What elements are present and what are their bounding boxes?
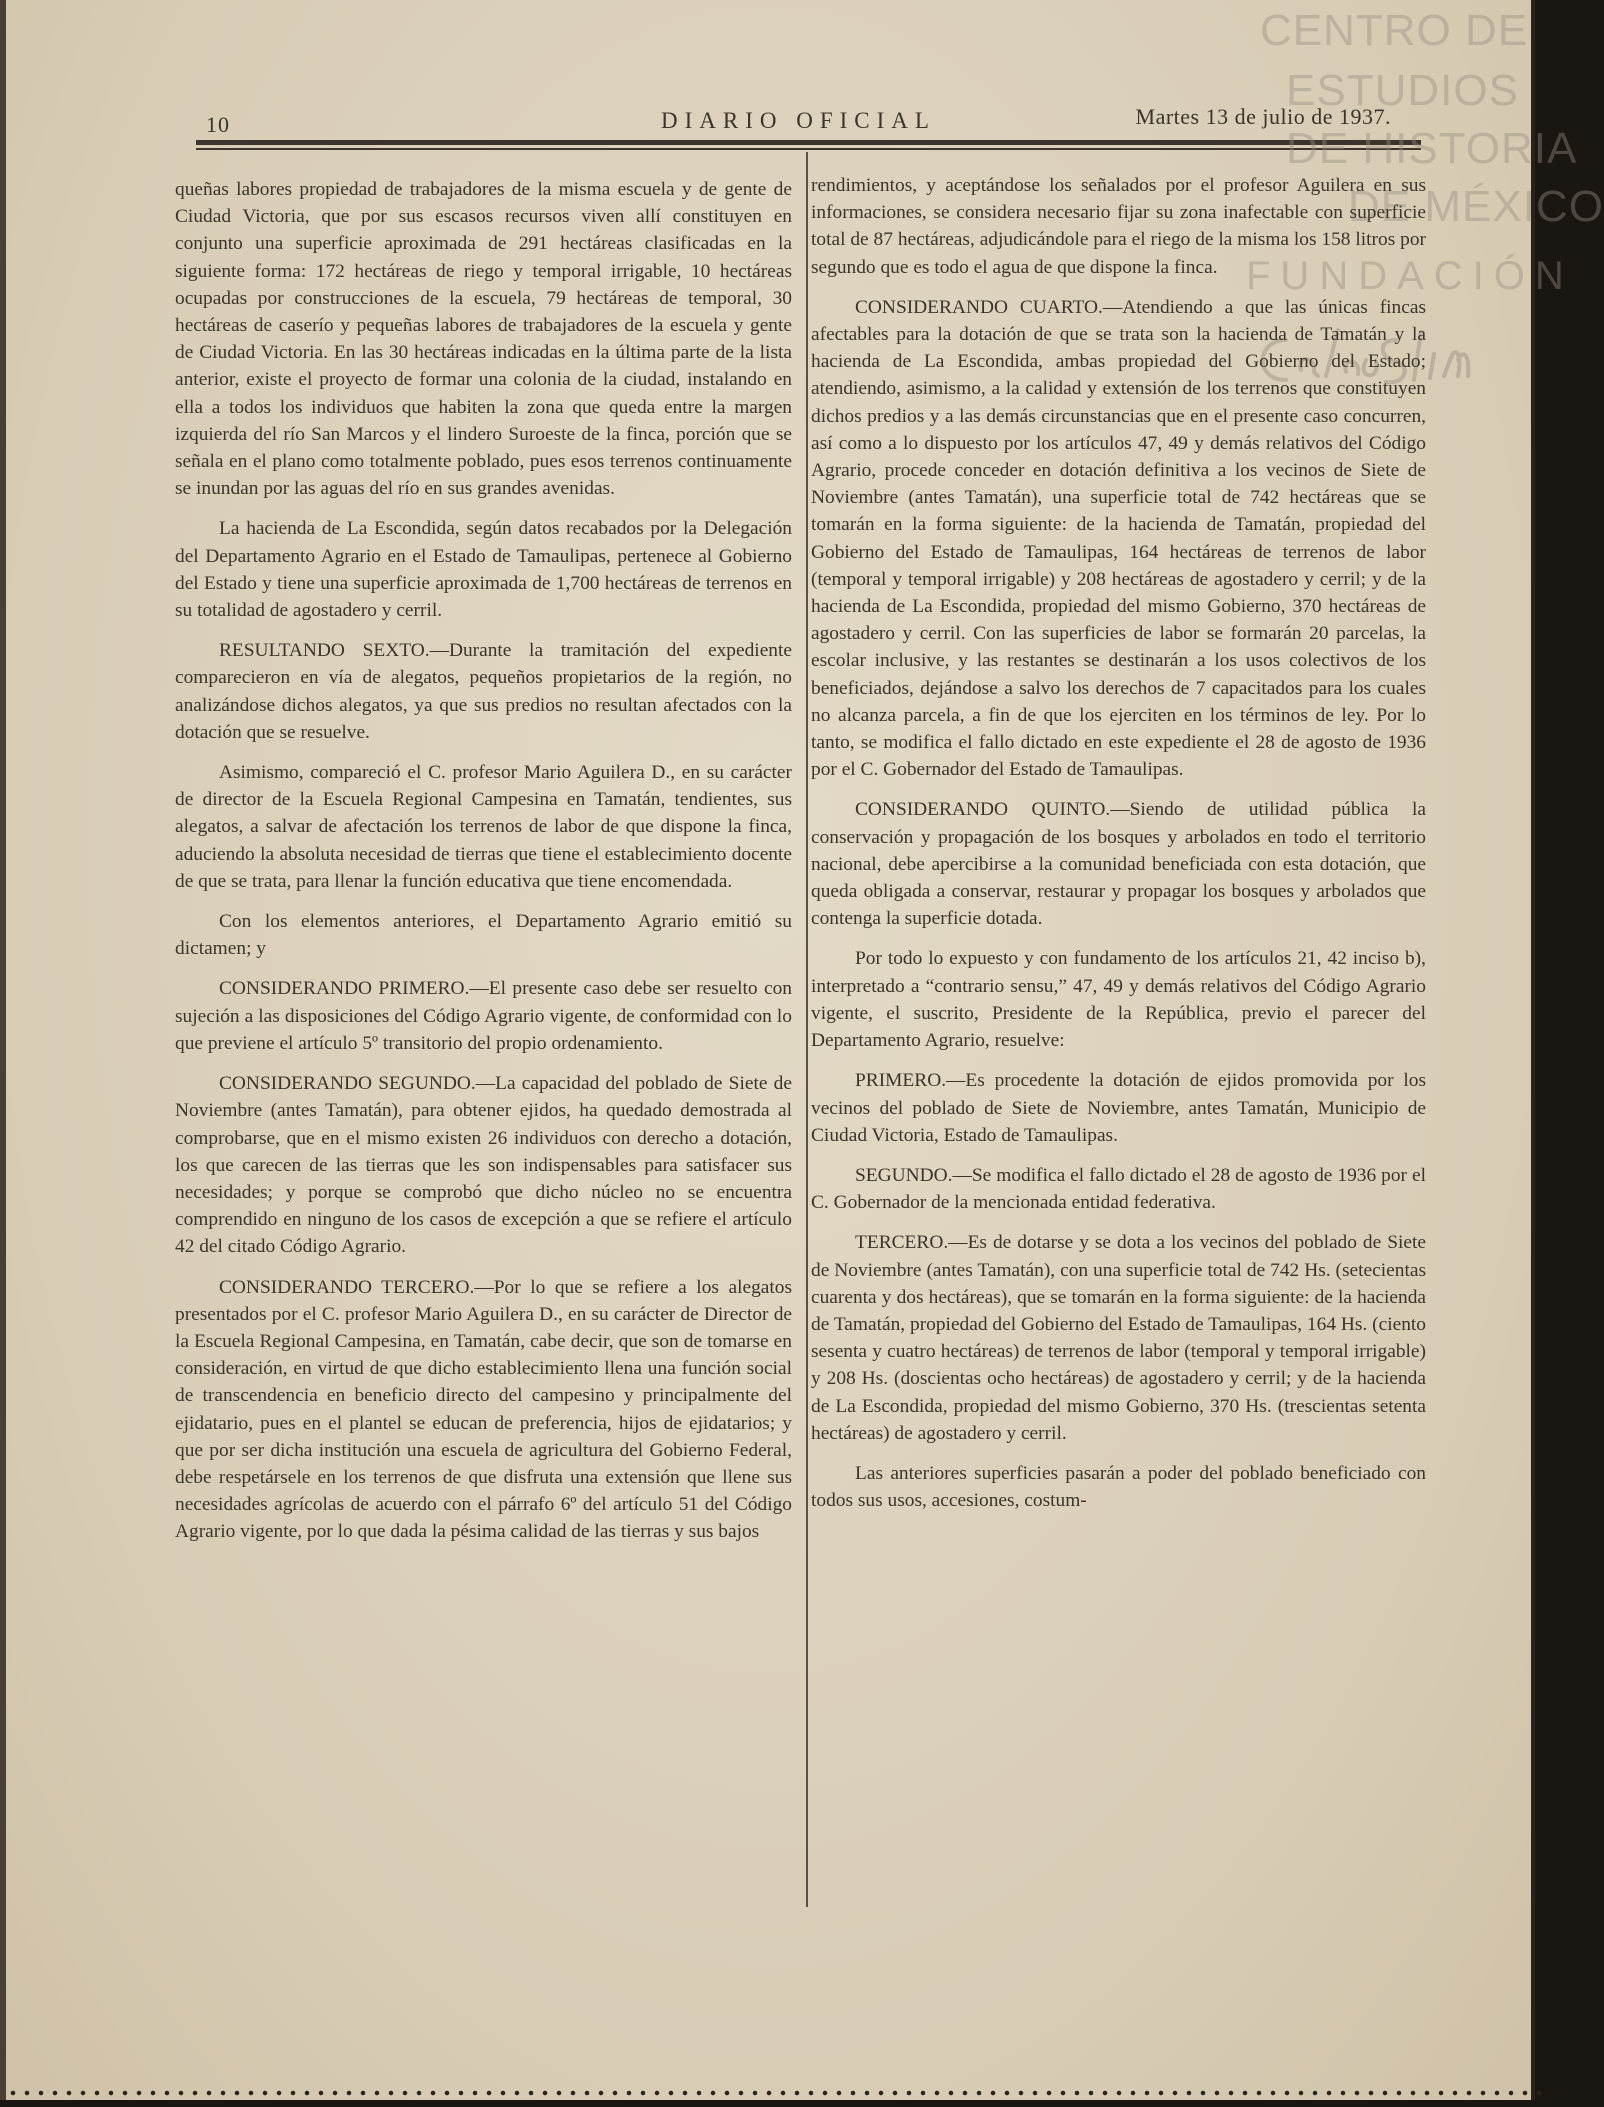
paragraph: CONSIDERANDO TERCERO.—Por lo que se refiere a los alegatos presentados por el C. profesor Mario Aguilera D., en su carácter de Director de la Escuela Regional Campesina, en Tamatán, cabe decir, que son de tomarse en consideración, en virtud de que dicho establecimiento llena una función social de transcendencia en beneficio directo del campesino y principalmente del ejidatario, pues en el plantel se educan de preferencia, hijos de ejidatarios; y que por ser dicha institución una escuela de agricultura del Gobierno Federal, debe respetársele en los terrenos de que disfruta una extensión que llene sus necesidades agrícolas de acuerdo con el párrafo 6º del artículo 51 del Código Agrario vigente, por lo que dada la pésima calidad de las tierras y sus bajos xyxy=(175,1276,792,1543)
right-column xyxy=(811,172,1426,1912)
page-number: 10 xyxy=(206,112,230,137)
paragraph: SEGUNDO.—Se modifica el fallo dictado el 28 de agosto de 1936 por el C. Gobernador de la mencionada entidad federativa. xyxy=(811,1164,1426,1214)
paragraph: Con los elementos anteriores, el Departamento Agrario emitió su dictamen; y xyxy=(175,911,792,960)
paragraph: Las anteriores superficies pasarán a poder del poblado beneficiado con todos sus usos, accesiones, costum- xyxy=(811,1462,1426,1512)
paragraph: CONSIDERANDO PRIMERO.—El presente caso debe ser resuelto con sujeción a las disposiciones del Código Agrario vigente, de conformidad con lo que previene el artículo 5º transitorio del propio ordenamiento. xyxy=(175,978,792,1054)
page-header xyxy=(196,98,1421,138)
watermark-line: DE MÉXICO xyxy=(1348,182,1604,231)
paragraph: RESULTANDO SEXTO.—Durante la tramitación del expediente comparecieron en vía de alegatos, pequeños propietarios de la región, no analizándose dichos alegatos, ya que sus predios no resultan afectados con la dotación que se resuelve. xyxy=(175,640,792,743)
paragraph: CONSIDERANDO SEGUNDO.—La capacidad del poblado de Siete de Noviembre (antes Tamatán), para obtener ejidos, ha quedado demostrada al comprobarse, que en el mismo existen 26 individuos con derecho a dotación, los que carecen de las tierras que les son indispensables para satisfacer sus necesidades; y porque se comprobó que dicho núcleo no se encuentra comprendido en ninguno de los casos de excepción a que se refiere el artículo 42 del citado Código Agrario. xyxy=(175,1073,792,1258)
header-rule-thin xyxy=(196,148,1421,150)
paragraph: queñas labores propiedad de trabajadores de la misma escuela y de gente de Ciudad Victoria, que por sus escasos recursos viven allí constituyen en conjunto una superficie aproximada de 291 hectáreas clasificadas en la siguiente forma: 172 hectáreas de riego y temporal irrigable, 10 hectáreas ocupadas por construcciones de la escuela, 79 hectáreas de temporal, 30 hectáreas de caserío y pequeñas labores de trabajadores de la escuela y gente de Ciudad Victoria. En las 30 hectáreas indicadas en la última parte de la lista anterior, existe el proyecto de formar una colonia de la ciudad, instalando en ella a todos los individuos que habiten la zona que queda entre la margen izquierda del río San Marcos y el lindero Suroeste de la finca, porción que se señala en el plano como totalmente poblado, pues esos terrenos continuamente se inundan por las aguas del río en sus grandes avenidas. xyxy=(175,179,792,500)
watermark-line: FUNDACIÓN xyxy=(1246,254,1574,298)
issue-date: Martes 13 de julio de 1937. xyxy=(1135,104,1391,129)
paragraph: La hacienda de La Escondida, según datos recabados por la Delegación del Departamento Agrario en el Estado de Tamaulipas, pertenece al Gobierno del Estado y tiene una superficie aproximada de 1,700 hectáreas de terrenos en su totalidad de agostadero y cerril. xyxy=(175,518,792,622)
watermark-line: ESTUDIOS xyxy=(1286,66,1519,115)
left-column xyxy=(175,176,792,1916)
watermark-line: DE HISTORIA xyxy=(1286,124,1578,173)
paragraph: CONSIDERANDO CUARTO.—Atendiendo a que las únicas fincas afectables para la dotación de que se trata son la hacienda de Tamatán y la hacienda de La Escondida, ambas propiedad del Gobierno del Estado; atendiendo, asimismo, a la calidad y extensión de los terrenos que constituyen dichos predios y a las demás circunstancias que en el presente caso concurren, así como a lo dispuesto por los artículos 47, 49 y demás relativos del Código Agrario, procede conceder en dotación definitiva a los vecinos de Siete de Noviembre (antes Tamatán), una superficie total de 742 hectáreas que se tomarán en la forma siguiente: de la hacienda de Tamatán, propiedad del Gobierno del Estado de Tamaulipas, 164 hectáreas de terrenos de labor (temporal y temporal irrigable) y 208 hectáreas de agostadero y cerril; y de la hacienda de La Escondida, propiedad del mismo Gobierno, 370 hectáreas de agostadero y cerril. Con las superficies de labor se formarán 20 parcelas, la escolar inclusive, y las restantes se destinarán a los usos colectivos de los beneficiados, dejándose a salvo los derechos de 7 capacitados para los cuales no alcanza parcela, a fin de que los ejerciten en los términos de ley. Por lo tanto, se modifica el fallo dictado en este expediente el 28 de agosto de 1936 por el C. Gobernador del Estado de Tamaulipas. xyxy=(811,296,1426,781)
paragraph: rendimientos, y aceptándose los señalados por el profesor Aguilera en sus informaciones, se considera necesario fijar su zona inafectable con superficie total de 87 hectáreas, adjudicándole para el riego de la misma los 158 litros por segundo que es todo el agua de que dispone la finca. xyxy=(811,175,1426,278)
header-rule-thick xyxy=(196,140,1421,145)
perforated-edge xyxy=(6,2088,1541,2098)
watermark-line: CENTRO DE xyxy=(1260,6,1529,55)
paragraph: CONSIDERANDO QUINTO.—Siendo de utilidad pública la conservación y propagación de los bosques y arbolados en todo el territorio nacional, debe apercibirse a la comunidad beneficiada con esta dotación, que queda obligada a conservar, restaurar y propagar los bosques y arbolados que contenga la superficie dotada. xyxy=(811,799,1426,930)
column-divider xyxy=(806,152,808,1907)
paragraph: Por todo lo expuesto y con fundamento de los artículos 21, 42 inciso b), interpretado a “contrario sensu,” 47, 49 y demás relativos del Código Agrario vigente, el suscrito, Presidente de la República, previo el parecer del Departamento Agrario, resuelve: xyxy=(811,948,1426,1052)
paragraph: TERCERO.—Es de dotarse y se dota a los vecinos del poblado de Siete de Noviembre (antes Tamatán), con una superficie total de 742 Hs. (setecientas cuarenta y dos hectáreas), que se tomarán en la forma siguiente: de la hacienda de Tamatán, propiedad del Gobierno del Estado de Tamaulipas, 164 Hs. (ciento sesenta y cuatro hectáreas) de terrenos de labor (temporal y temporal irrigable) y 208 Hs. (doscientas ocho hectáreas) de agostadero y cerril; y de la hacienda de La Escondida, propiedad del mismo Gobierno, 370 Hs. (trescientas setenta hectáreas) de agostadero y cerril. xyxy=(811,1232,1426,1444)
paragraph: Asimismo, compareció el C. profesor Mario Aguilera D., en su carácter de director de la Escuela Regional Campesina en Tamatán, tendientes, sus alegatos, a salvar de afectación los terrenos de labor de que dispone la finca, aduciendo la absoluta necesidad de tierras que tiene el establecimiento docente de que se trata, para llenar la función educativa que tiene encomendada. xyxy=(175,762,792,892)
journal-title: DIARIO OFICIAL xyxy=(661,108,936,133)
paragraph: PRIMERO.—Es procedente la dotación de ejidos promovida por los vecinos del poblado de Siete de Noviembre, antes Tamatán, Municipio de Ciudad Victoria, Estado de Tamaulipas. xyxy=(811,1070,1426,1146)
